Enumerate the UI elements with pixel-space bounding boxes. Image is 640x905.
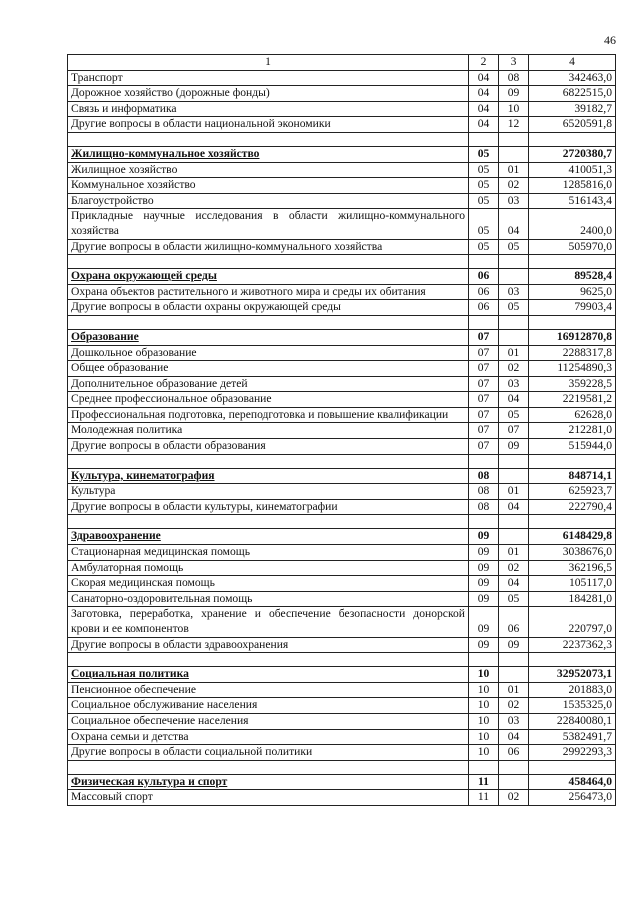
- row-subsection-code: 03: [499, 376, 529, 392]
- row-amount: 848714,1: [529, 468, 616, 484]
- row-amount: 220797,0: [529, 607, 616, 637]
- table-row: [68, 239, 616, 255]
- page-number: 46: [604, 33, 616, 47]
- row-amount: 11254890,3: [529, 361, 616, 377]
- spacer-cell: [469, 255, 499, 269]
- row-amount: 362196,5: [529, 560, 616, 576]
- row-name: Охрана семьи и детства: [68, 729, 469, 745]
- row-name: Охрана объектов растительного и животного мира и среды их обитания: [68, 284, 469, 300]
- row-name: Другие вопросы в области культуры, кинематографии: [68, 499, 469, 515]
- row-section-code: 09: [469, 607, 499, 637]
- header-col-1: 1: [68, 55, 469, 71]
- row-subsection-code: [499, 468, 529, 484]
- row-amount: 201883,0: [529, 682, 616, 698]
- row-name: Санаторно-оздоровительная помощь: [68, 591, 469, 607]
- row-amount: 515944,0: [529, 439, 616, 455]
- spacer-row: [68, 653, 616, 667]
- row-subsection-code: 04: [499, 392, 529, 408]
- spacer-cell: [499, 515, 529, 529]
- row-name: Скорая медицинская помощь: [68, 576, 469, 592]
- row-section-code: 11: [469, 774, 499, 790]
- spacer-cell: [68, 515, 469, 529]
- row-name: Благоустройство: [68, 193, 469, 209]
- spacer-cell: [469, 515, 499, 529]
- row-section-code: 05: [469, 209, 499, 239]
- row-subsection-code: 04: [499, 209, 529, 239]
- spacer-cell: [469, 760, 499, 774]
- section-row: [68, 667, 616, 683]
- spacer-cell: [499, 132, 529, 146]
- row-section-code: 05: [469, 162, 499, 178]
- row-section-code: 11: [469, 790, 499, 806]
- spacer-cell: [68, 760, 469, 774]
- table-row: [68, 361, 616, 377]
- row-subsection-code: 08: [499, 70, 529, 86]
- row-name: Массовый спорт: [68, 790, 469, 806]
- row-amount: 3038676,0: [529, 545, 616, 561]
- spacer-cell: [529, 132, 616, 146]
- row-section-code: 07: [469, 329, 499, 345]
- row-section-code: 09: [469, 545, 499, 561]
- spacer-row: [68, 132, 616, 146]
- row-subsection-code: [499, 667, 529, 683]
- row-amount: 212281,0: [529, 423, 616, 439]
- spacer-row: [68, 255, 616, 269]
- row-amount: 6822515,0: [529, 86, 616, 102]
- row-name: Молодежная политика: [68, 423, 469, 439]
- row-subsection-code: 09: [499, 637, 529, 653]
- row-subsection-code: [499, 529, 529, 545]
- row-name: Социальная политика: [68, 667, 469, 683]
- spacer-cell: [469, 653, 499, 667]
- table-row: [68, 70, 616, 86]
- row-section-code: 10: [469, 682, 499, 698]
- table-row: [68, 560, 616, 576]
- row-name: Жилищно-коммунальное хозяйство: [68, 146, 469, 162]
- row-section-code: 08: [469, 484, 499, 500]
- row-section-code: 10: [469, 667, 499, 683]
- row-amount: 1535325,0: [529, 698, 616, 714]
- row-section-code: 07: [469, 376, 499, 392]
- spacer-cell: [68, 132, 469, 146]
- spacer-cell: [68, 653, 469, 667]
- row-name: Образование: [68, 329, 469, 345]
- row-amount: 2992293,3: [529, 745, 616, 761]
- table-row: [68, 745, 616, 761]
- row-name: Прикладные научные исследования в области жилищно-коммунального хозяйства: [68, 209, 469, 239]
- row-subsection-code: 02: [499, 178, 529, 194]
- row-amount: 5382491,7: [529, 729, 616, 745]
- row-section-code: 07: [469, 407, 499, 423]
- row-subsection-code: 06: [499, 607, 529, 637]
- row-section-code: 04: [469, 86, 499, 102]
- row-subsection-code: 01: [499, 345, 529, 361]
- row-subsection-code: 05: [499, 239, 529, 255]
- row-name: Физическая культура и спорт: [68, 774, 469, 790]
- table-row: [68, 545, 616, 561]
- spacer-cell: [469, 454, 499, 468]
- row-subsection-code: 05: [499, 300, 529, 316]
- row-amount: 2219581,2: [529, 392, 616, 408]
- table-row: [68, 499, 616, 515]
- row-name: Другие вопросы в области социальной политики: [68, 745, 469, 761]
- row-amount: 79903,4: [529, 300, 616, 316]
- row-name: Дошкольное образование: [68, 345, 469, 361]
- table-row: [68, 407, 616, 423]
- spacer-cell: [68, 315, 469, 329]
- row-amount: 32952073,1: [529, 667, 616, 683]
- row-amount: 62628,0: [529, 407, 616, 423]
- row-amount: 2400,0: [529, 209, 616, 239]
- row-subsection-code: 03: [499, 193, 529, 209]
- spacer-cell: [499, 454, 529, 468]
- header-col-3: 3: [499, 55, 529, 71]
- header-col-2: 2: [469, 55, 499, 71]
- table-row: [68, 392, 616, 408]
- row-subsection-code: 03: [499, 713, 529, 729]
- row-subsection-code: [499, 146, 529, 162]
- section-row: [68, 529, 616, 545]
- row-name: Социальное обслуживание населения: [68, 698, 469, 714]
- row-amount: 1285816,0: [529, 178, 616, 194]
- row-name: Дорожное хозяйство (дорожные фонды): [68, 86, 469, 102]
- row-amount: 458464,0: [529, 774, 616, 790]
- spacer-cell: [499, 315, 529, 329]
- spacer-row: [68, 315, 616, 329]
- row-section-code: 04: [469, 70, 499, 86]
- row-amount: 505970,0: [529, 239, 616, 255]
- row-name: Заготовка, переработка, хранение и обеспечение безопасности донорской крови и ее компонентов: [68, 607, 469, 637]
- row-name: Другие вопросы в области жилищно-коммунального хозяйства: [68, 239, 469, 255]
- table-row: [68, 209, 616, 239]
- row-subsection-code: 02: [499, 698, 529, 714]
- row-name: Культура, кинематография: [68, 468, 469, 484]
- spacer-row: [68, 760, 616, 774]
- row-amount: 184281,0: [529, 591, 616, 607]
- row-subsection-code: [499, 774, 529, 790]
- row-amount: 6520591,8: [529, 117, 616, 133]
- spacer-cell: [529, 760, 616, 774]
- row-section-code: 05: [469, 193, 499, 209]
- row-amount: 625923,7: [529, 484, 616, 500]
- row-amount: 6148429,8: [529, 529, 616, 545]
- row-subsection-code: [499, 329, 529, 345]
- row-section-code: 05: [469, 239, 499, 255]
- table-row: [68, 790, 616, 806]
- row-amount: 22840080,1: [529, 713, 616, 729]
- row-section-code: 05: [469, 178, 499, 194]
- row-subsection-code: 12: [499, 117, 529, 133]
- spacer-cell: [68, 454, 469, 468]
- row-amount: 105117,0: [529, 576, 616, 592]
- row-section-code: 07: [469, 423, 499, 439]
- table-row: [68, 637, 616, 653]
- section-row: [68, 468, 616, 484]
- row-subsection-code: 04: [499, 729, 529, 745]
- row-name: Дополнительное образование детей: [68, 376, 469, 392]
- row-amount: 342463,0: [529, 70, 616, 86]
- spacer-row: [68, 515, 616, 529]
- spacer-cell: [529, 653, 616, 667]
- row-section-code: 08: [469, 468, 499, 484]
- row-section-code: 06: [469, 269, 499, 285]
- row-subsection-code: 01: [499, 162, 529, 178]
- budget-table: [67, 54, 616, 806]
- section-row: [68, 774, 616, 790]
- spacer-row: [68, 454, 616, 468]
- row-section-code: 10: [469, 713, 499, 729]
- row-subsection-code: 09: [499, 439, 529, 455]
- row-name: Среднее профессиональное образование: [68, 392, 469, 408]
- table-row: [68, 101, 616, 117]
- row-subsection-code: 04: [499, 576, 529, 592]
- row-section-code: 06: [469, 284, 499, 300]
- row-subsection-code: 01: [499, 484, 529, 500]
- row-section-code: 07: [469, 361, 499, 377]
- row-subsection-code: 02: [499, 790, 529, 806]
- table-row: [68, 607, 616, 637]
- row-amount: 516143,4: [529, 193, 616, 209]
- spacer-cell: [529, 315, 616, 329]
- table-row: [68, 300, 616, 316]
- row-subsection-code: 09: [499, 86, 529, 102]
- row-section-code: 10: [469, 745, 499, 761]
- table-row: [68, 576, 616, 592]
- row-section-code: 10: [469, 698, 499, 714]
- row-amount: 89528,4: [529, 269, 616, 285]
- row-section-code: 07: [469, 392, 499, 408]
- table-row: [68, 376, 616, 392]
- spacer-cell: [529, 454, 616, 468]
- row-subsection-code: 05: [499, 407, 529, 423]
- row-name: Социальное обеспечение населения: [68, 713, 469, 729]
- row-name: Другие вопросы в области здравоохранения: [68, 637, 469, 653]
- table-row: [68, 117, 616, 133]
- row-subsection-code: [499, 269, 529, 285]
- section-row: [68, 269, 616, 285]
- row-section-code: 09: [469, 529, 499, 545]
- row-name: Другие вопросы в области национальной экономики: [68, 117, 469, 133]
- row-name: Пенсионное обеспечение: [68, 682, 469, 698]
- row-amount: 410051,3: [529, 162, 616, 178]
- row-name: Транспорт: [68, 70, 469, 86]
- spacer-cell: [529, 515, 616, 529]
- table-row: [68, 193, 616, 209]
- table-row: [68, 729, 616, 745]
- row-section-code: 06: [469, 300, 499, 316]
- row-name: Амбулаторная помощь: [68, 560, 469, 576]
- row-name: Связь и информатика: [68, 101, 469, 117]
- spacer-cell: [469, 315, 499, 329]
- row-subsection-code: 04: [499, 499, 529, 515]
- header-col-4: 4: [529, 55, 616, 71]
- table-row: [68, 682, 616, 698]
- row-amount: 2720380,7: [529, 146, 616, 162]
- row-section-code: 09: [469, 576, 499, 592]
- row-subsection-code: 01: [499, 545, 529, 561]
- row-amount: 359228,5: [529, 376, 616, 392]
- table-row: [68, 591, 616, 607]
- row-amount: 2288317,8: [529, 345, 616, 361]
- table-row: [68, 439, 616, 455]
- row-section-code: 07: [469, 345, 499, 361]
- row-section-code: 04: [469, 117, 499, 133]
- row-subsection-code: 06: [499, 745, 529, 761]
- table-row: [68, 484, 616, 500]
- row-name: Культура: [68, 484, 469, 500]
- row-amount: 2237362,3: [529, 637, 616, 653]
- spacer-cell: [499, 255, 529, 269]
- table-row: [68, 345, 616, 361]
- row-subsection-code: 02: [499, 361, 529, 377]
- row-name: Другие вопросы в области охраны окружающей среды: [68, 300, 469, 316]
- row-subsection-code: 03: [499, 284, 529, 300]
- row-section-code: 09: [469, 560, 499, 576]
- table-row: [68, 423, 616, 439]
- spacer-cell: [68, 255, 469, 269]
- row-section-code: 09: [469, 637, 499, 653]
- row-name: Стационарная медицинская помощь: [68, 545, 469, 561]
- spacer-cell: [499, 760, 529, 774]
- row-subsection-code: 07: [499, 423, 529, 439]
- row-section-code: 05: [469, 146, 499, 162]
- row-name: Другие вопросы в области образования: [68, 439, 469, 455]
- row-amount: 256473,0: [529, 790, 616, 806]
- spacer-cell: [469, 132, 499, 146]
- table-row: [68, 713, 616, 729]
- section-row: [68, 146, 616, 162]
- row-name: Профессиональная подготовка, переподготовка и повышение квалификации: [68, 407, 469, 423]
- row-name: Здравоохранение: [68, 529, 469, 545]
- table-header-row: [68, 55, 616, 71]
- row-name: Охрана окружающей среды: [68, 269, 469, 285]
- row-amount: 9625,0: [529, 284, 616, 300]
- table-row: [68, 162, 616, 178]
- table-row: [68, 178, 616, 194]
- row-name: Общее образование: [68, 361, 469, 377]
- row-subsection-code: 02: [499, 560, 529, 576]
- table-row: [68, 284, 616, 300]
- section-row: [68, 329, 616, 345]
- spacer-cell: [529, 255, 616, 269]
- row-section-code: 08: [469, 499, 499, 515]
- row-amount: 222790,4: [529, 499, 616, 515]
- row-subsection-code: 10: [499, 101, 529, 117]
- table-body: [68, 70, 616, 805]
- row-name: Жилищное хозяйство: [68, 162, 469, 178]
- row-section-code: 10: [469, 729, 499, 745]
- row-subsection-code: 01: [499, 682, 529, 698]
- spacer-cell: [499, 653, 529, 667]
- row-amount: 39182,7: [529, 101, 616, 117]
- row-section-code: 04: [469, 101, 499, 117]
- row-section-code: 07: [469, 439, 499, 455]
- row-section-code: 09: [469, 591, 499, 607]
- table-row: [68, 698, 616, 714]
- row-subsection-code: 05: [499, 591, 529, 607]
- row-amount: 16912870,8: [529, 329, 616, 345]
- table-row: [68, 86, 616, 102]
- row-name: Коммунальное хозяйство: [68, 178, 469, 194]
